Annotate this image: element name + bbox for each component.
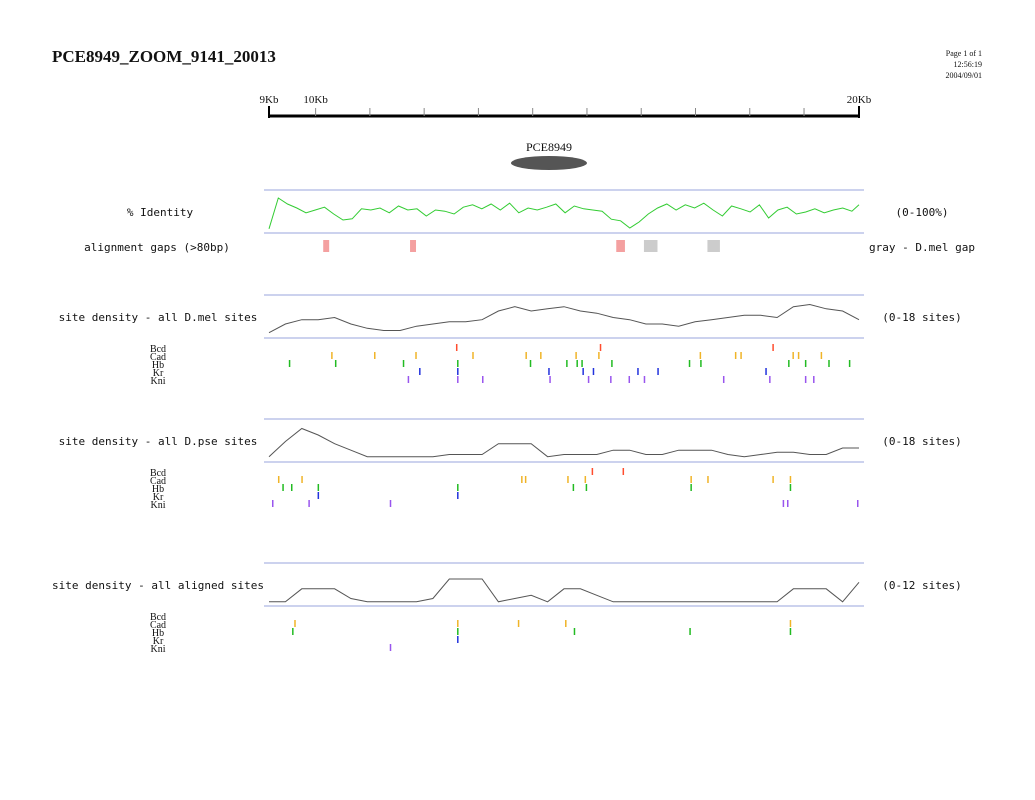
site-mark <box>530 360 532 367</box>
site-mark <box>419 368 421 375</box>
site-mark <box>457 368 459 375</box>
site-mark <box>790 476 792 483</box>
site-mark <box>472 352 474 359</box>
site-mark <box>576 360 578 367</box>
site-mark <box>849 360 851 367</box>
site-mark <box>723 376 725 383</box>
site-mark <box>567 476 569 483</box>
site-mark <box>623 468 625 475</box>
site-mark <box>792 352 794 359</box>
site-mark <box>593 368 595 375</box>
site-mark <box>798 352 800 359</box>
site-mark <box>788 360 790 367</box>
site-mark <box>585 476 587 483</box>
site-mark <box>772 476 774 483</box>
site-mark <box>610 376 612 383</box>
site-mark <box>735 352 737 359</box>
site-mark <box>586 484 588 491</box>
track-label: Kni <box>150 500 166 511</box>
site-mark <box>331 352 333 359</box>
site-mark <box>772 344 774 351</box>
print-date: 2004/09/01 <box>945 71 982 80</box>
site-mark <box>335 360 337 367</box>
site-mark <box>790 628 792 635</box>
site-mark <box>657 368 659 375</box>
site-mark <box>272 500 274 507</box>
site-mark <box>600 344 602 351</box>
site-mark <box>457 492 459 499</box>
site-mark <box>318 492 320 499</box>
site-mark <box>644 376 646 383</box>
track-label: Kni <box>150 376 166 387</box>
track-label: Bcd <box>149 344 167 355</box>
track-label: Kni <box>150 644 166 655</box>
density-line <box>269 305 859 333</box>
site-mark <box>525 352 527 359</box>
site-mark <box>689 628 691 635</box>
ruler-end-label: 20Kb <box>846 94 872 106</box>
site-mark <box>403 360 405 367</box>
site-mark <box>289 360 291 367</box>
site-mark <box>457 636 459 643</box>
site-mark <box>573 484 575 491</box>
site-mark <box>700 352 702 359</box>
site-mark <box>540 352 542 359</box>
site-mark <box>457 628 459 635</box>
site-mark <box>291 484 293 491</box>
density-panel-label: site density - all D.mel sites <box>58 311 258 324</box>
track-label: Bcd <box>149 468 167 479</box>
density-range-label: (0-12 sites) <box>882 579 962 592</box>
density-range-label: (0-18 sites) <box>882 435 962 448</box>
ruler-start-label: 9Kb <box>259 94 279 106</box>
site-mark <box>790 620 792 627</box>
site-mark <box>548 368 550 375</box>
site-mark <box>457 376 459 383</box>
site-mark <box>575 352 577 359</box>
print-time: 12:56:19 <box>953 60 982 69</box>
site-mark <box>805 360 807 367</box>
density-panel-label: site density - all D.pse sites <box>58 435 258 448</box>
site-mark <box>482 376 484 383</box>
site-mark <box>574 628 576 635</box>
identity-label: % Identity <box>126 206 194 219</box>
alignment-gap <box>323 240 329 252</box>
site-mark <box>588 376 590 383</box>
alignment-gap <box>410 240 416 252</box>
track-label: Kr <box>152 368 164 379</box>
dmel-gap <box>644 240 658 252</box>
site-mark <box>598 352 600 359</box>
site-mark <box>292 628 294 635</box>
track-label: Hb <box>151 360 165 371</box>
site-mark <box>301 476 303 483</box>
density-line <box>269 429 859 457</box>
site-mark <box>374 352 376 359</box>
site-mark <box>457 484 459 491</box>
track-label: Cad <box>149 620 167 631</box>
track-label: Kr <box>152 636 164 647</box>
site-mark <box>390 500 392 507</box>
site-mark <box>611 360 613 367</box>
track-label: Cad <box>149 476 167 487</box>
site-mark <box>581 360 583 367</box>
site-mark <box>278 476 280 483</box>
site-mark <box>592 468 594 475</box>
site-mark <box>828 360 830 367</box>
site-mark <box>787 500 789 507</box>
site-mark <box>582 368 584 375</box>
site-mark <box>700 360 702 367</box>
site-mark <box>318 484 320 491</box>
identity-line <box>269 198 859 229</box>
site-mark <box>783 500 785 507</box>
track-label: Hb <box>151 484 165 495</box>
site-mark <box>740 352 742 359</box>
site-mark <box>525 476 527 483</box>
site-mark <box>805 376 807 383</box>
site-mark <box>813 376 815 383</box>
alignment-gaps-label: alignment gaps (>80bp) <box>84 241 230 254</box>
site-mark <box>549 376 551 383</box>
site-mark <box>765 368 767 375</box>
element-ellipse <box>511 156 587 170</box>
site-mark <box>294 620 296 627</box>
density-range-label: (0-18 sites) <box>882 311 962 324</box>
site-mark <box>518 620 520 627</box>
site-mark <box>565 620 567 627</box>
site-mark <box>821 352 823 359</box>
site-mark <box>390 644 392 651</box>
site-mark <box>707 476 709 483</box>
site-mark <box>637 368 639 375</box>
page-number: Page 1 of 1 <box>945 49 982 58</box>
identity-range-label: (0-100%) <box>895 206 949 219</box>
ruler-tick-label: 10Kb <box>303 94 328 106</box>
dmel-gap <box>707 240 719 252</box>
site-mark <box>566 360 568 367</box>
track-label: Bcd <box>149 612 167 623</box>
site-mark <box>521 476 523 483</box>
density-panel-label: site density - all aligned sites <box>52 579 264 592</box>
site-mark <box>629 376 631 383</box>
site-mark <box>457 620 459 627</box>
site-mark <box>790 484 792 491</box>
site-mark <box>408 376 410 383</box>
site-mark <box>308 500 310 507</box>
gap-legend-note: gray - D.mel gap <box>869 241 975 254</box>
page-title: PCE8949_ZOOM_9141_20013 <box>52 47 276 66</box>
density-line <box>269 579 859 602</box>
track-label: Hb <box>151 628 165 639</box>
site-mark <box>415 352 417 359</box>
element-label: PCE8949 <box>525 140 572 154</box>
site-mark <box>769 376 771 383</box>
site-mark <box>857 500 859 507</box>
site-mark <box>456 344 458 351</box>
site-mark <box>689 360 691 367</box>
site-mark <box>690 476 692 483</box>
site-mark <box>457 360 459 367</box>
site-mark <box>282 484 284 491</box>
track-label: Kr <box>152 492 164 503</box>
site-mark <box>690 484 692 491</box>
alignment-gap <box>616 240 625 252</box>
track-label: Cad <box>149 352 167 363</box>
